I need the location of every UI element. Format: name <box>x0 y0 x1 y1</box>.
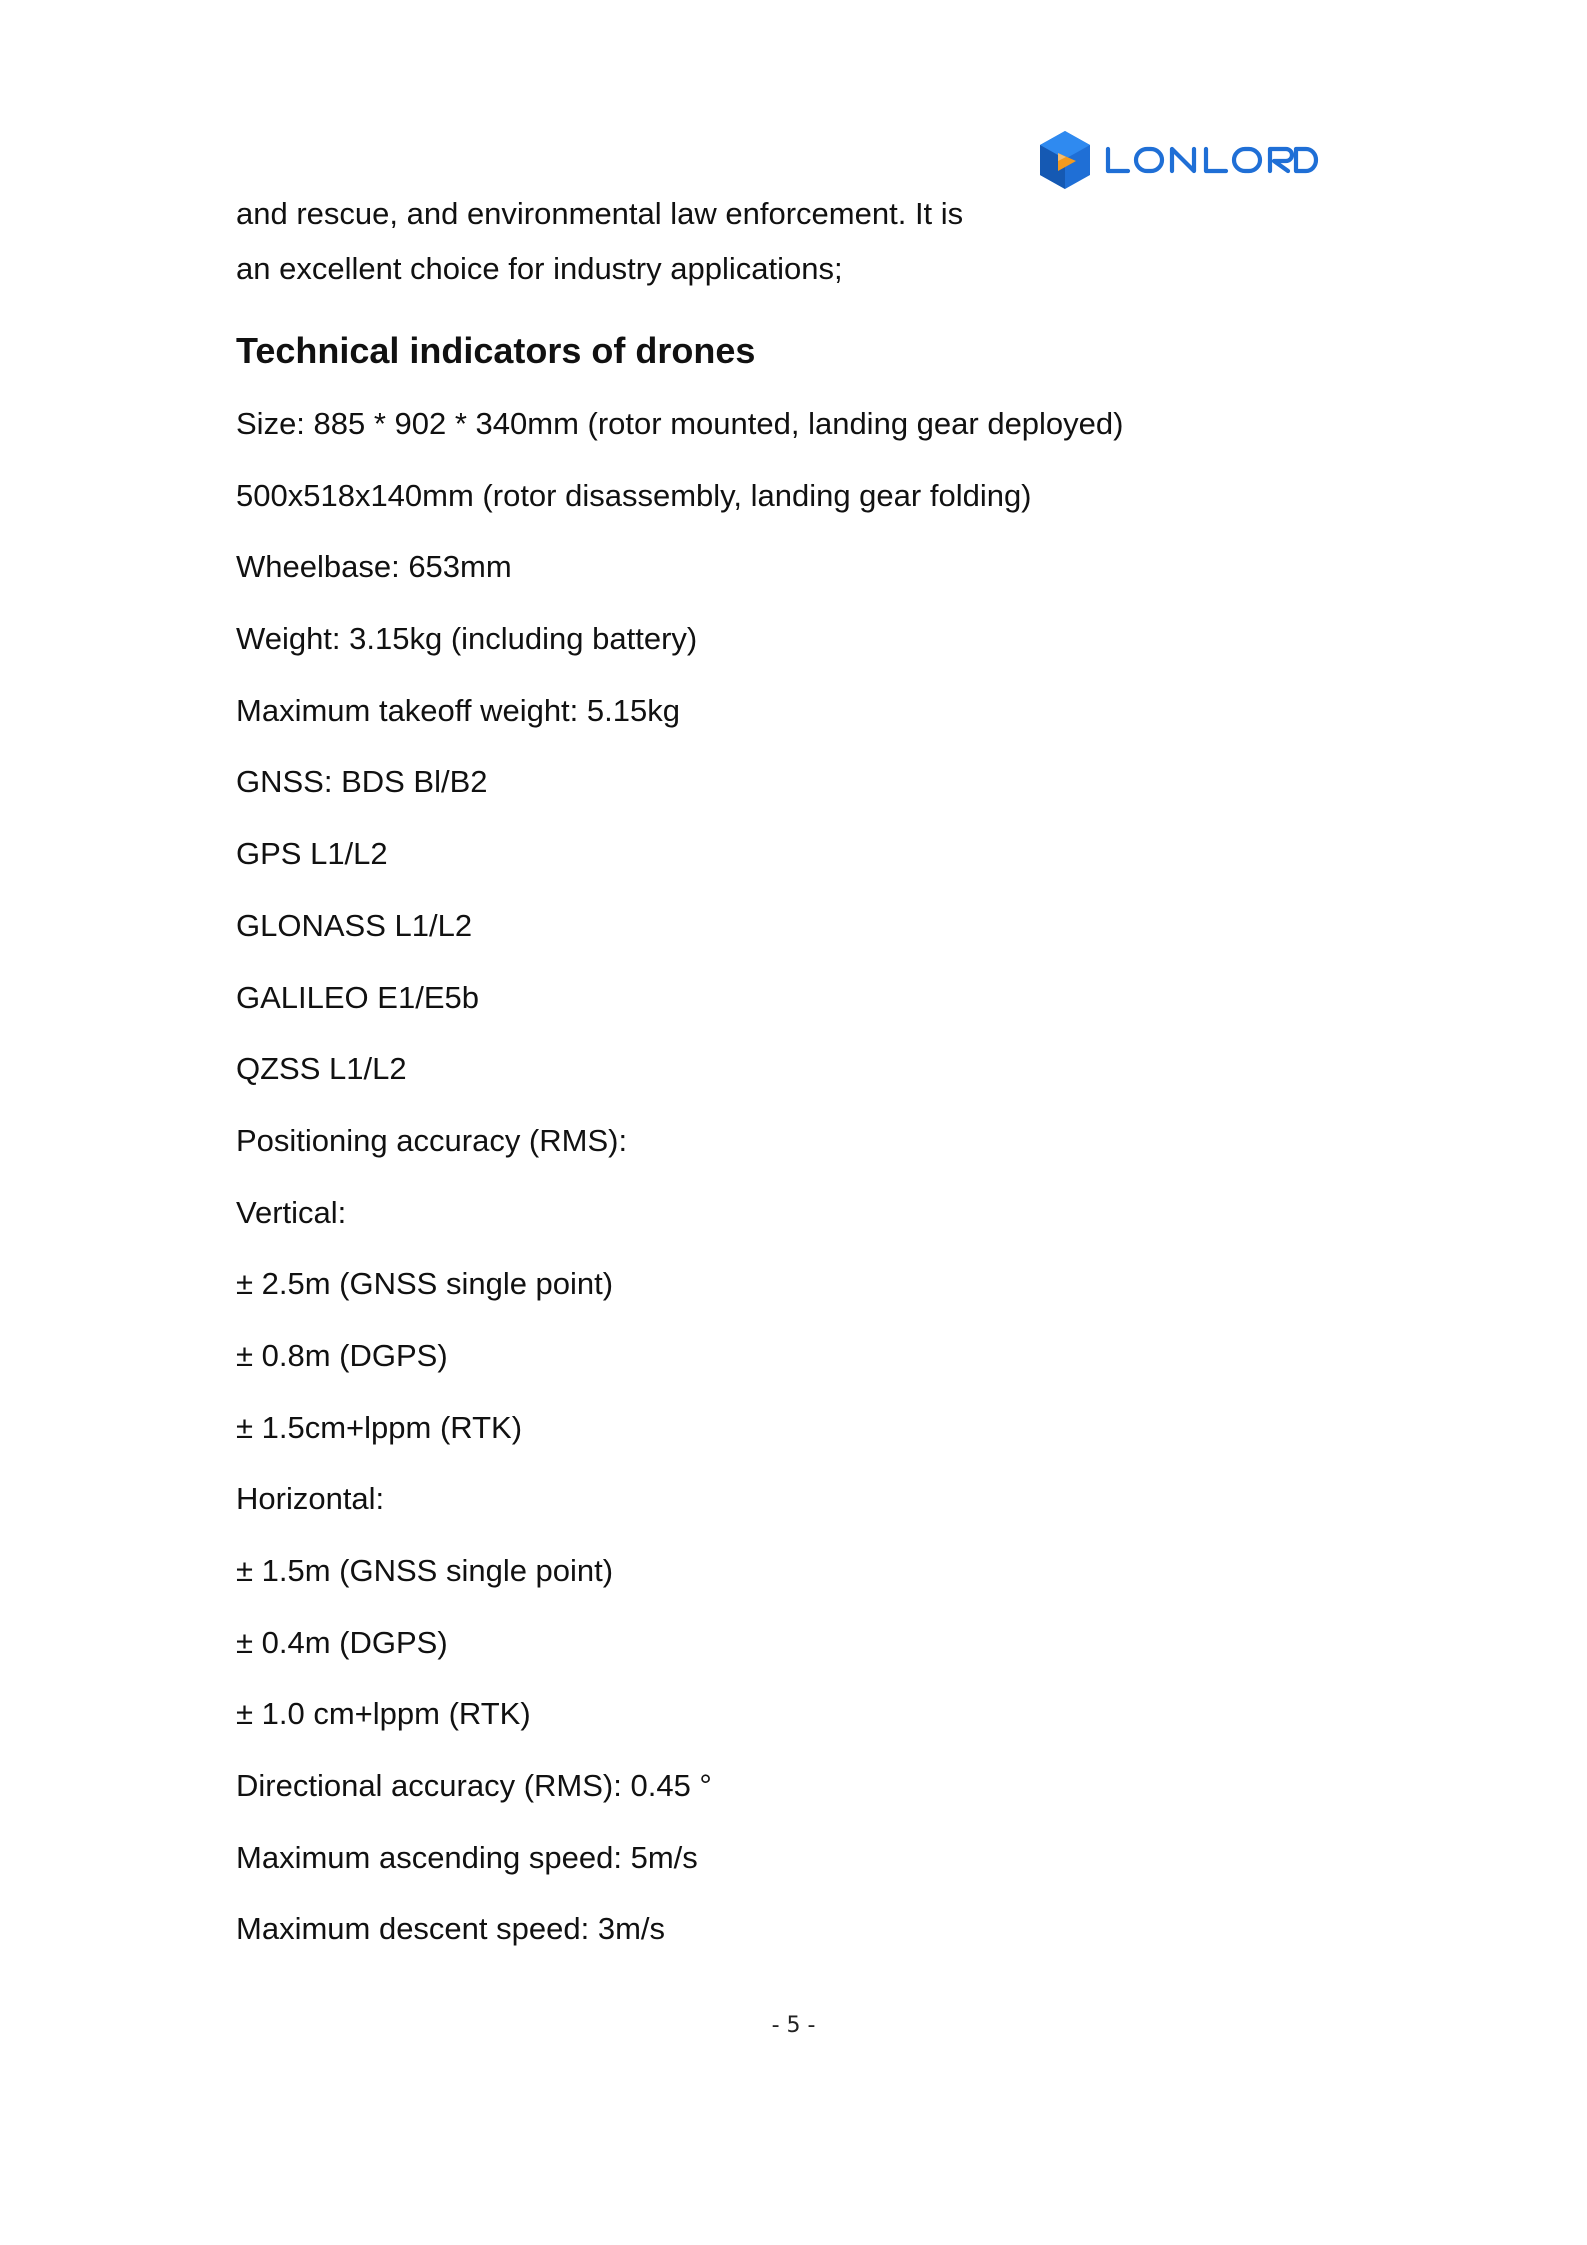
spec-item-vertical-label: Vertical: <box>236 1194 347 1230</box>
spec-item-glonass: GLONASS L1/L2 <box>236 907 473 943</box>
spec-item-max-takeoff-weight: Maximum takeoff weight: 5.15kg <box>236 692 680 728</box>
spec-item-max-descent-speed: Maximum descent speed: 3m/s <box>236 1911 666 1947</box>
spec-item-weight: Weight: 3.15kg (including battery) <box>236 621 698 657</box>
spec-item-horizontal-rtk: ± 1.0 cm+lppm (RTK) <box>236 1696 531 1732</box>
intro-line-1: and rescue, and environmental law enforcement. It is <box>236 196 964 231</box>
spec-item-qzss: QZSS L1/L2 <box>236 1051 407 1087</box>
spec-list <box>236 388 1336 1965</box>
section-heading: Technical indicators of drones <box>236 330 756 371</box>
spec-item-vertical-rtk: ± 1.5cm+lppm (RTK) <box>236 1409 523 1445</box>
spec-item-positioning-accuracy: Positioning accuracy (RMS): <box>236 1122 628 1158</box>
spec-item-galileo: GALILEO E1/E5b <box>236 979 479 1015</box>
spec-item-size-folded: 500x518x140mm (rotor disassembly, landing gear folding) <box>236 477 1032 513</box>
spec-item-directional-accuracy: Directional accuracy (RMS): 0.45 ° <box>236 1768 712 1804</box>
document-body <box>236 186 1336 1965</box>
spec-item-size: Size: 885 * 902 * 340mm (rotor mounted, landing gear deployed) <box>236 406 1124 441</box>
spec-item-gnss-bds: GNSS: BDS Bl/B2 <box>236 764 488 800</box>
spec-item-gps: GPS L1/L2 <box>236 836 388 872</box>
spec-item-horizontal-gnss: ± 1.5m (GNSS single point) <box>236 1553 614 1588</box>
spec-item-horizontal-label: Horizontal: <box>236 1481 385 1517</box>
spec-item-vertical-dgps: ± 0.8m (DGPS) <box>236 1337 448 1373</box>
spec-item-vertical-gnss: ± 2.5m (GNSS single point) <box>236 1266 614 1302</box>
spec-item-wheelbase: Wheelbase: 653mm <box>236 549 512 585</box>
intro-line-2: an excellent choice for industry applications; <box>236 251 843 286</box>
spec-item-horizontal-dgps: ± 0.4m (DGPS) <box>236 1624 448 1660</box>
lonlord-wordmark <box>1104 141 1320 181</box>
company-logo <box>1036 128 1326 194</box>
lonlord-cube-logo-icon <box>1036 129 1094 193</box>
page-number: - 5 - <box>771 2013 816 2038</box>
spec-item-max-ascending-speed: Maximum ascending speed: 5m/s <box>236 1839 698 1875</box>
